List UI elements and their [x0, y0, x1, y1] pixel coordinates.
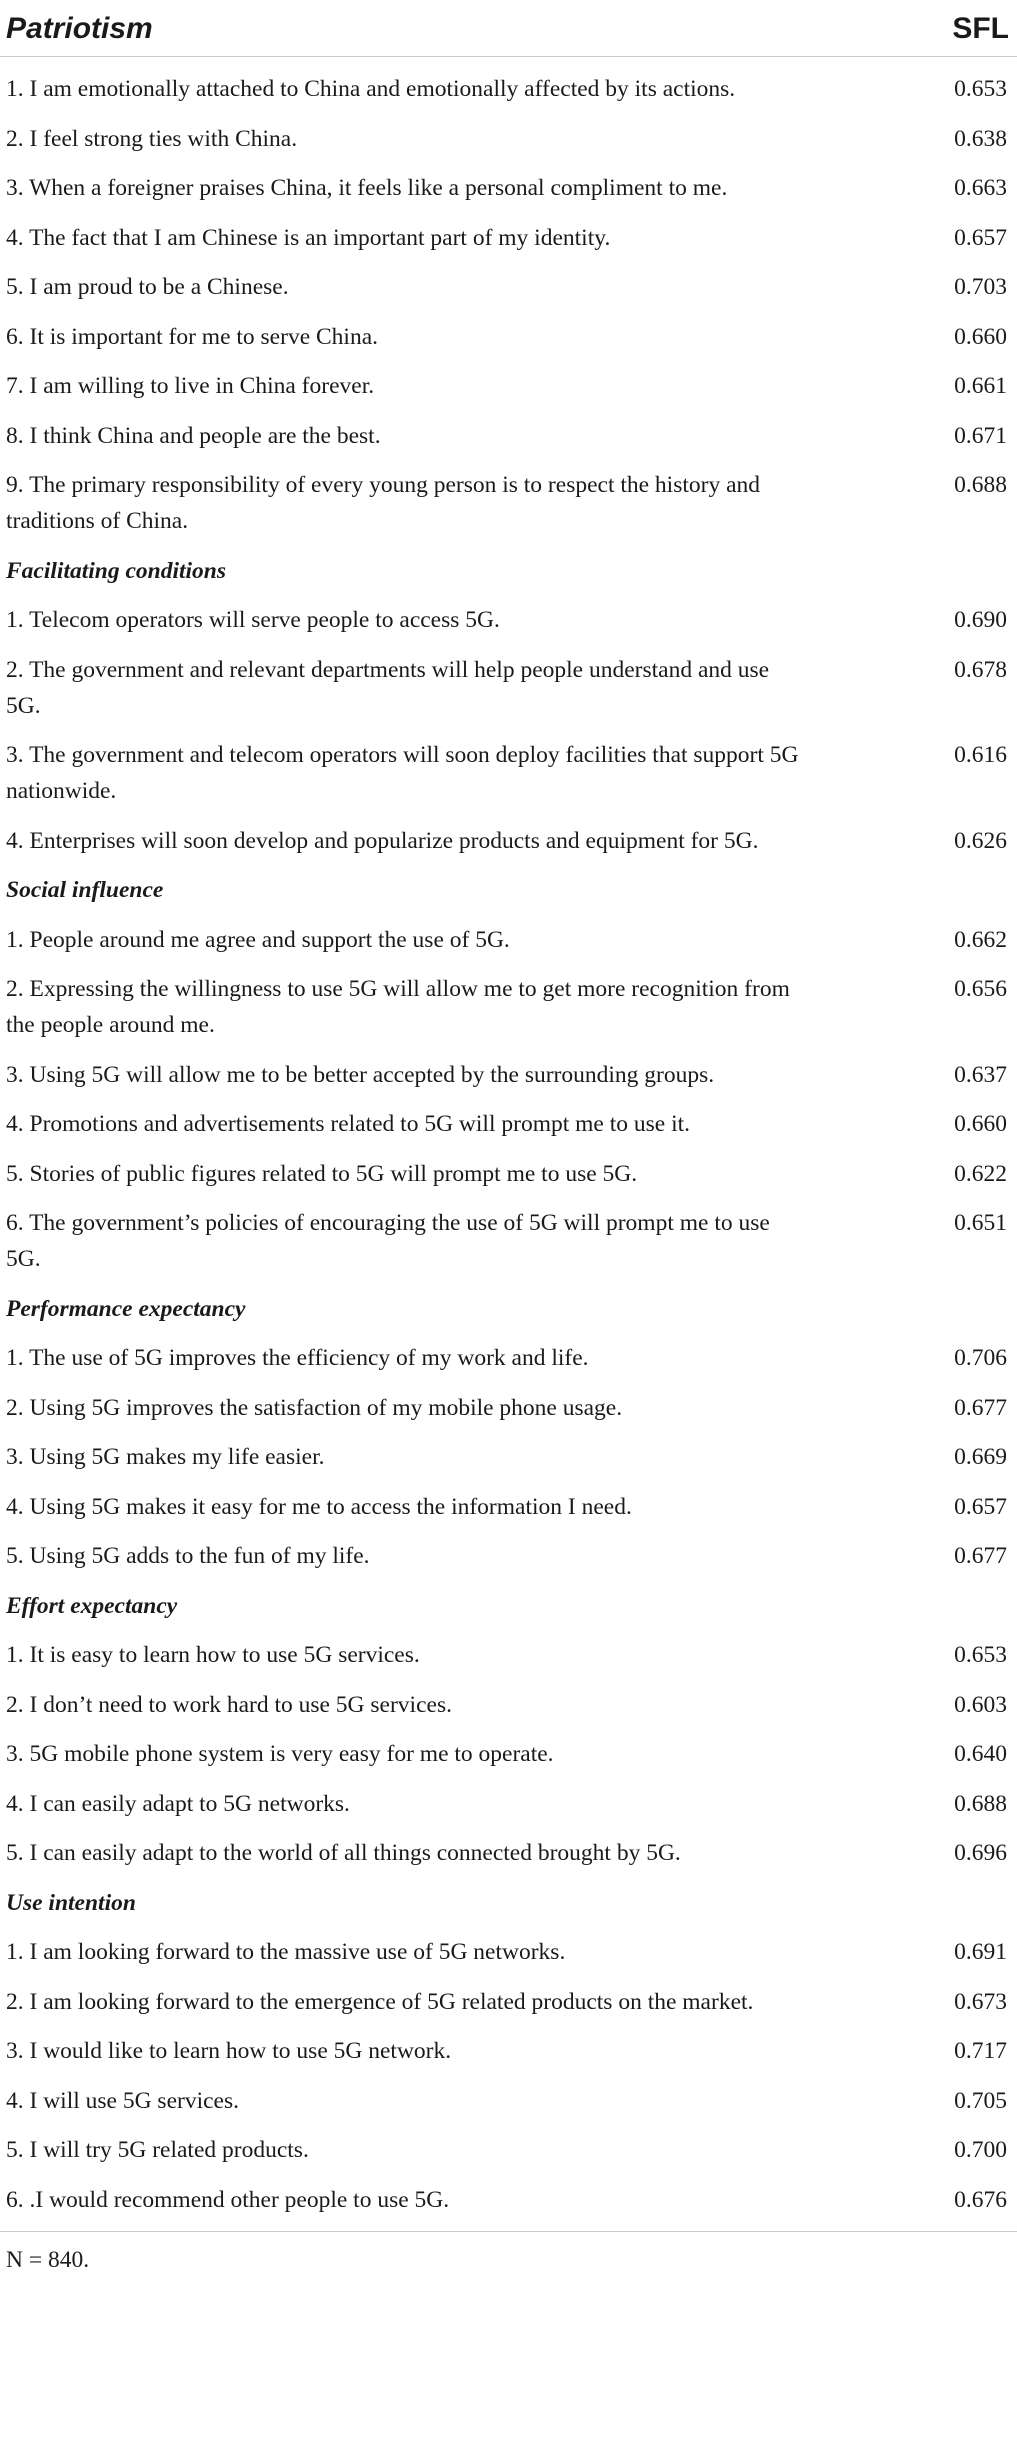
item-sfl-value: 0.678 — [954, 656, 1007, 683]
table-row — [0, 1934, 1017, 1970]
item-sfl-value: 0.660 — [954, 323, 1007, 350]
item-text: 3. Using 5G makes my life easier. — [6, 1444, 325, 1470]
table-row — [0, 220, 1017, 256]
item-text: 4. Promotions and advertisements related to 5G will prompt me to use it. — [6, 1111, 691, 1137]
item-sfl-value: 0.696 — [954, 1840, 1007, 1866]
table-header — [0, 0, 1017, 57]
item-text: 2. Expressing the willingness to use 5G will allow me to get more recognition from the people around me. — [6, 976, 790, 1038]
table-row — [0, 922, 1017, 958]
item-sfl-value: 0.622 — [954, 1160, 1007, 1187]
table-row — [0, 1984, 1017, 2020]
item-sfl-value: 0.640 — [954, 1741, 1007, 1767]
item-text: 5. I am proud to be a Chinese. — [6, 274, 289, 300]
table-row — [0, 467, 1017, 539]
item-text: 1. It is easy to learn how to use 5G services. — [6, 1642, 420, 1668]
table-row — [0, 1205, 1017, 1277]
item-text: 3. 5G mobile phone system is very easy for me to operate. — [6, 1741, 554, 1767]
item-sfl-value: 0.603 — [954, 1691, 1007, 1718]
item-text: 2. The government and relevant departments will help people understand and use 5G. — [6, 656, 770, 719]
table-row — [0, 2083, 1017, 2119]
item-text: 5. I can easily adapt to the world of all things connected brought by 5G. — [6, 1840, 681, 1866]
item-sfl-value: 0.653 — [954, 1642, 1007, 1668]
item-sfl-value: 0.691 — [954, 1939, 1007, 1965]
table-row — [0, 1736, 1017, 1772]
item-text: 5. I will try 5G related products. — [6, 2137, 309, 2163]
item-text: 5. Using 5G adds to the fun of my life. — [6, 1543, 370, 1569]
table-row — [0, 121, 1017, 157]
table-row — [0, 1390, 1017, 1426]
table-row — [0, 319, 1017, 355]
table-row — [0, 418, 1017, 454]
item-sfl-value: 0.662 — [954, 926, 1007, 953]
item-text: 3. When a foreigner praises China, it feels like a personal compliment to me. — [6, 175, 728, 201]
table-row — [0, 737, 1017, 809]
item-sfl-value: 0.705 — [954, 2087, 1007, 2114]
item-sfl-value: 0.657 — [954, 224, 1007, 251]
item-sfl-value: 0.657 — [954, 1493, 1007, 1520]
table-row — [0, 2182, 1017, 2218]
table-row — [0, 823, 1017, 859]
item-sfl-value: 0.688 — [954, 472, 1007, 498]
table-row — [0, 2033, 1017, 2069]
item-sfl-value: 0.669 — [954, 1444, 1007, 1470]
section-heading: Effort expectancy — [6, 1592, 178, 1619]
item-text: 4. The fact that I am Chinese is an important part of my identity. — [6, 224, 611, 251]
item-text: 7. I am willing to live in China forever. — [6, 373, 375, 399]
item-text: 2. I feel strong ties with China. — [6, 125, 298, 152]
item-text: 5. Stories of public figures related to 5G will prompt me to use 5G. — [6, 1160, 638, 1187]
item-text: 3. Using 5G will allow me to be better accepted by the surrounding groups. — [6, 1061, 715, 1088]
item-sfl-value: 0.700 — [954, 2137, 1007, 2163]
sfl-column-header: SFL — [952, 12, 1009, 45]
section-heading: Social influence — [6, 877, 164, 903]
item-text: 1. Telecom operators will serve people to access 5G. — [6, 607, 500, 633]
section-heading: Facilitating conditions — [6, 557, 227, 584]
item-text: 6. .I would recommend other people to use 5G. — [6, 2186, 450, 2213]
item-sfl-value: 0.717 — [954, 2038, 1007, 2064]
item-text: 4. Enterprises will soon develop and popularize products and equipment for 5G. — [6, 827, 759, 854]
item-sfl-value: 0.661 — [954, 373, 1007, 399]
item-sfl-value: 0.703 — [954, 274, 1007, 300]
table-row — [0, 71, 1017, 107]
item-sfl-value: 0.653 — [954, 76, 1007, 102]
table-row — [0, 1835, 1017, 1871]
item-text: 3. I would like to learn how to use 5G network. — [6, 2038, 452, 2064]
table-row — [0, 1786, 1017, 1822]
item-sfl-value: 0.673 — [954, 1988, 1007, 2015]
sample-size-note: N = 840. — [6, 2247, 90, 2273]
item-sfl-value: 0.688 — [954, 1790, 1007, 1817]
item-sfl-value: 0.690 — [954, 607, 1007, 633]
section-heading: Performance expectancy — [6, 1295, 246, 1322]
item-text: 9. The primary responsibility of every young person is to respect the history and traditions of China. — [6, 472, 761, 534]
table-row — [0, 1340, 1017, 1376]
table-row — [0, 1057, 1017, 1093]
item-text: 6. It is important for me to serve China. — [6, 323, 379, 350]
item-sfl-value: 0.638 — [954, 125, 1007, 152]
item-text: 1. The use of 5G improves the efficiency of my work and life. — [6, 1345, 589, 1371]
item-text: 1. People around me agree and support the use of 5G. — [6, 926, 510, 953]
item-text: 8. I think China and people are the best. — [6, 422, 381, 449]
table-row — [0, 269, 1017, 305]
item-sfl-value: 0.651 — [954, 1210, 1007, 1236]
item-sfl-value: 0.616 — [954, 742, 1007, 768]
table-row — [0, 1538, 1017, 1574]
item-sfl-value: 0.676 — [954, 2186, 1007, 2213]
table-row — [0, 368, 1017, 404]
item-text: 4. Using 5G makes it easy for me to access the information I need. — [6, 1493, 632, 1520]
item-sfl-value: 0.671 — [954, 422, 1007, 449]
table-row — [0, 602, 1017, 638]
table-row — [0, 170, 1017, 206]
item-sfl-value: 0.656 — [954, 976, 1007, 1002]
item-text: 3. The government and telecom operators will soon deploy facilities that support 5G nationwide. — [6, 742, 799, 804]
item-sfl-value: 0.663 — [954, 175, 1007, 201]
table-row — [0, 1489, 1017, 1525]
item-text: 1. I am looking forward to the massive use of 5G networks. — [6, 1939, 566, 1965]
table-row — [0, 1687, 1017, 1723]
item-sfl-value: 0.677 — [954, 1543, 1007, 1569]
table-row — [0, 2132, 1017, 2168]
item-text: 4. I can easily adapt to 5G networks. — [6, 1790, 350, 1817]
section-heading: Use intention — [6, 1889, 136, 1916]
item-sfl-value: 0.706 — [954, 1345, 1007, 1371]
item-sfl-value: 0.637 — [954, 1061, 1007, 1088]
construct-header: Patriotism — [6, 12, 153, 45]
item-text: 2. I don’t need to work hard to use 5G services. — [6, 1691, 452, 1718]
table-body — [0, 57, 1017, 2218]
item-sfl-value: 0.677 — [954, 1394, 1007, 1421]
table-row — [0, 971, 1017, 1043]
item-text: 2. I am looking forward to the emergence of 5G related products on the market. — [6, 1988, 754, 2015]
item-sfl-value: 0.626 — [954, 827, 1007, 854]
item-text: 4. I will use 5G services. — [6, 2087, 239, 2114]
item-text: 2. Using 5G improves the satisfaction of my mobile phone usage. — [6, 1394, 623, 1421]
item-text: 6. The government’s policies of encouraging the use of 5G will prompt me to use 5G. — [6, 1210, 770, 1272]
table-row — [0, 1439, 1017, 1475]
item-sfl-value: 0.660 — [954, 1111, 1007, 1137]
item-text: 1. I am emotionally attached to China and emotionally affected by its actions. — [6, 76, 736, 102]
table-row — [0, 1156, 1017, 1192]
table-row — [0, 1637, 1017, 1673]
table-row — [0, 1106, 1017, 1142]
table-row — [0, 652, 1017, 724]
